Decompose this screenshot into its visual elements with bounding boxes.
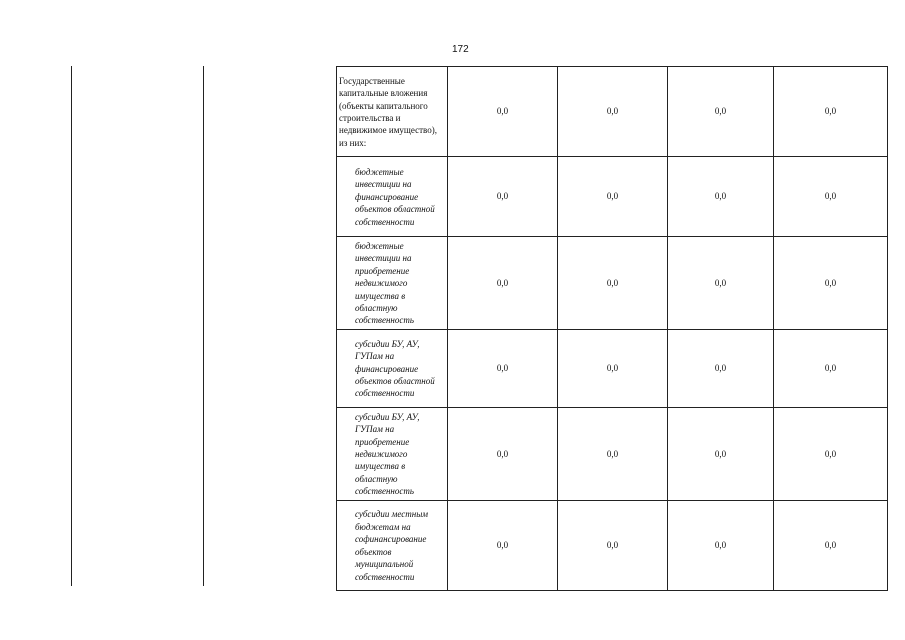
value-cell: 0,0 [774,157,888,237]
value-cell: 0,0 [668,407,774,500]
value-cell: 0,0 [774,67,888,157]
table-row [337,407,888,500]
value-cell: 0,0 [448,237,558,330]
value-cell: 0,0 [558,67,668,157]
value-cell: 0,0 [774,407,888,500]
value-cell: 0,0 [448,407,558,500]
value-cell: 0,0 [558,157,668,237]
row-label: субсидии БУ, АУ, ГУПам на финансирование объектов областной собственности [337,329,448,407]
value-cell: 0,0 [774,329,888,407]
value-cell: 0,0 [448,157,558,237]
value-cell: 0,0 [774,500,888,590]
table-row [337,329,888,407]
value-cell: 0,0 [668,237,774,330]
value-cell: 0,0 [448,67,558,157]
value-cell: 0,0 [558,500,668,590]
value-cell: 0,0 [558,407,668,500]
value-cell: 0,0 [668,329,774,407]
value-cell: 0,0 [558,329,668,407]
value-cell: 0,0 [668,500,774,590]
column-divider-left [71,66,72,586]
value-cell: 0,0 [558,237,668,330]
value-cell: 0,0 [774,237,888,330]
column-divider-middle [203,66,204,586]
table-row [337,237,888,330]
capital-investment-table [336,66,888,591]
row-label: бюджетные инвестиции на приобретение недвижимого имущества в областную собственность [337,237,448,330]
row-label: субсидии БУ, АУ, ГУПам на приобретение недвижимого имущества в областную собственность [337,407,448,500]
table-row [337,500,888,590]
row-label: бюджетные инвестиции на финансирование объектов областной собственности [337,157,448,237]
value-cell: 0,0 [668,157,774,237]
table-row [337,157,888,237]
row-label: Государственные капитальные вложения (объекты капитального строительства и недвижимое имущество), из них: [337,67,448,157]
table-row [337,67,888,157]
value-cell: 0,0 [448,500,558,590]
row-label: субсидии местным бюджетам на софинансирование объектов муниципальной собственности [337,500,448,590]
value-cell: 0,0 [448,329,558,407]
page-number: 172 [452,44,469,55]
value-cell: 0,0 [668,67,774,157]
